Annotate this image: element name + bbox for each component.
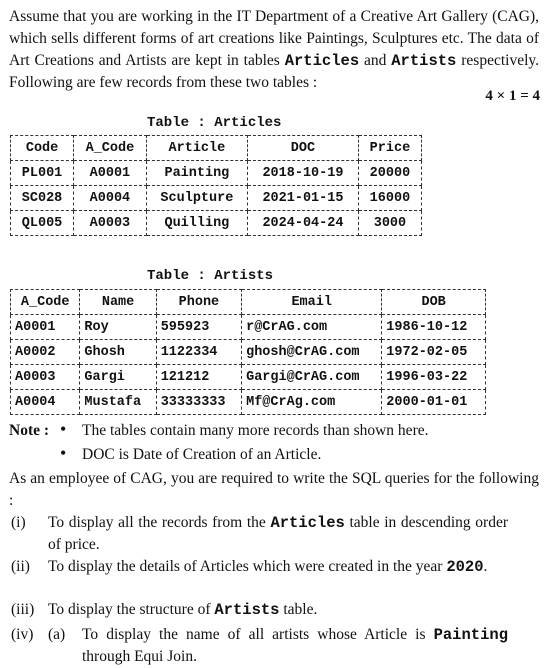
articles-table-caption: Table : Articles (147, 115, 282, 131)
table-cell: SC028 (11, 186, 74, 211)
column-header: Email (242, 290, 382, 315)
question-text: To display the structure of Artists table. (48, 601, 318, 619)
note-label: Note : (9, 422, 50, 439)
question-number: (ii) (11, 558, 30, 575)
bullet-icon: • (60, 419, 67, 439)
table-cell: 1986-10-12 (382, 315, 486, 340)
table-cell: Mustafa (80, 390, 156, 415)
column-header: A_Code (11, 290, 80, 315)
column-header: Code (11, 136, 74, 161)
table-cell: A0004 (11, 390, 80, 415)
sub-question-number: (a) (48, 626, 66, 643)
table-cell: 121212 (156, 365, 241, 390)
table-cell: A0002 (11, 340, 80, 365)
table-cell: PL001 (11, 161, 74, 186)
table-cell: 2021-01-15 (248, 186, 359, 211)
table-cell: 3000 (358, 211, 421, 236)
table-header-row (11, 290, 486, 315)
table-cell: 1996-03-22 (382, 365, 486, 390)
artists-table (10, 289, 486, 415)
artists-table-caption: Table : Artists (147, 268, 274, 284)
marks-label: 4 × 1 = 4 (485, 88, 540, 104)
column-header: Article (146, 136, 247, 161)
table-cell: Mf@CrAg.com (242, 390, 382, 415)
question-text: To display all the records from the Articles table in descending order of price. (48, 514, 508, 553)
table-row (11, 211, 422, 236)
column-header: Phone (156, 290, 241, 315)
column-header: DOB (382, 290, 486, 315)
table-cell: 20000 (358, 161, 421, 186)
table-row (11, 315, 486, 340)
table-cell: r@CrAG.com (242, 315, 382, 340)
table-cell: 1972-02-05 (382, 340, 486, 365)
table-row (11, 186, 422, 211)
table-cell: A0001 (74, 161, 147, 186)
table-row (11, 365, 486, 390)
table-cell: Sculpture (146, 186, 247, 211)
table-cell: QL005 (11, 211, 74, 236)
note-item: DOC is Date of Creation of an Article. (82, 446, 322, 463)
table-cell: 33333333 (156, 390, 241, 415)
table-cell: 2024-04-24 (248, 211, 359, 236)
question-number: (iii) (11, 601, 35, 618)
table-cell: A0003 (11, 365, 80, 390)
articles-table (10, 135, 422, 236)
table-cell: Quilling (146, 211, 247, 236)
table-row (11, 340, 486, 365)
bullet-icon: • (60, 443, 67, 463)
question-number: (iv) (11, 626, 34, 643)
table-cell: Ghosh (80, 340, 156, 365)
column-header: A_Code (74, 136, 147, 161)
question-text: To display the details of Articles which were created in the year 2020. (48, 558, 488, 576)
table-cell: A0003 (74, 211, 147, 236)
table-cell: 2018-10-19 (248, 161, 359, 186)
table-cell: A0004 (74, 186, 147, 211)
table-cell: Gargi (80, 365, 156, 390)
table-cell: ghosh@CrAG.com (242, 340, 382, 365)
question-text: To display the name of all artists whose Article is Painting through Equi Join. (82, 626, 508, 665)
table-row (11, 161, 422, 186)
table-header-row (11, 136, 422, 161)
table-cell: Gargi@CrAG.com (242, 365, 382, 390)
column-header: Name (80, 290, 156, 315)
table-cell: Roy (80, 315, 156, 340)
table-cell: 595923 (156, 315, 241, 340)
table-cell: 2000-01-01 (382, 390, 486, 415)
intro-paragraph: Assume that you are working in the IT Department of a Creative Art Gallery (CAG), which sells different forms of art creations like Paintings, Sculptures etc. The data of Art Creations and Artists are kept in tables Articles and Artists respectively. Following are few records from these two tables : (9, 8, 539, 91)
question-number: (i) (11, 514, 26, 531)
instruction-text: As an employee of CAG, you are required to write the SQL queries for the following : (9, 470, 539, 509)
table-cell: Painting (146, 161, 247, 186)
table-cell: 1122334 (156, 340, 241, 365)
note-item: The tables contain many more records than shown here. (82, 422, 429, 439)
table-cell: A0001 (11, 315, 80, 340)
table-row (11, 390, 486, 415)
table-cell: 16000 (358, 186, 421, 211)
column-header: DOC (248, 136, 359, 161)
column-header: Price (358, 136, 421, 161)
